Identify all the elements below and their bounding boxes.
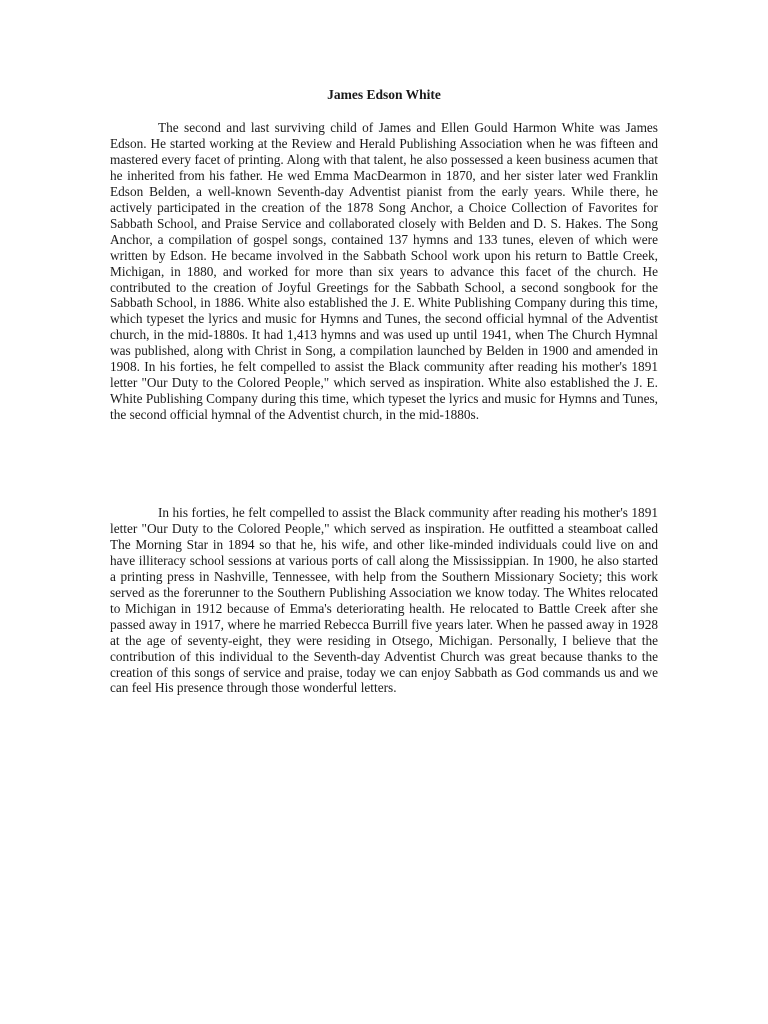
body-paragraph-2: In his forties, he felt compelled to assist the Black community after reading his mother's 1891 letter "Our Duty to the Colored People," which served as inspiration. He outfitted a steamboat called The Morning Star in 1894 so that he, his wife, and other like-minded individuals could live on and have illiteracy school sessions at various ports of call along the Mississippian. In 1900, he also started a printing press in Nashville, Tennessee, with help from the Southern Missionary Society; this work served as the forerunner to the Southern Publishing Association we know today. The Whites relocated to Michigan in 1912 because of Emma's deteriorating health. He relocated to Battle Creek after she passed away in 1917, where he married Rebecca Burrill five years later. When he passed away in 1928 at the age of seventy-eight, they were residing in Otsego, Michigan. Personally, I believe that the contribution of this individual to the Seventh-day Adventist Church was great because thanks to the creation of this songs of service and praise, today we can enjoy Sabbath as God commands us and we can feel His presence through those wonderful letters. [110, 505, 658, 696]
body-paragraph-1: The second and last surviving child of James and Ellen Gould Harmon White was James Edson. He started working at the Review and Herald Publishing Association when he was fifteen and mastered every facet of printing. Along with that talent, he also possessed a keen business acumen that he inherited from his father. He wed Emma MacDearmon in 1870, and her sister later wed Franklin Edson Belden, a well-known Seventh-day Adventist pianist from the early years. While there, he actively participated in the creation of the 1878 Song Anchor, a Choice Collection of Favorites for Sabbath School, and Praise Service and collaborated closely with Belden and D. S. Hakes. The Song Anchor, a compilation of gospel songs, contained 137 hymns and 133 tunes, eleven of which were written by Edson. He became involved in the Sabbath School work upon his return to Battle Creek, Michigan, in 1880, and worked for more than six years to advance this facet of the church. He contributed to the creation of Joyful Greetings for the Sabbath School, a second songbook for the Sabbath School, in 1886. White also established the J. E. White Publishing Company during this time, which typeset the lyrics and music for Hymns and Tunes, the second official hymnal of the Adventist church, in the mid-1880s. It had 1,413 hymns and was used up until 1941, when The Church Hymnal was published, along with Christ in Song, a compilation launched by Belden in 1900 and amended in 1908. In his forties, he felt compelled to assist the Black community after reading his mother's 1891 letter "Our Duty to the Colored People," which served as inspiration. White also established the J. E. White Publishing Company during this time, which typeset the lyrics and music for Hymns and Tunes, the second official hymnal of the Adventist church, in the mid-1880s. [110, 120, 658, 423]
document-title: James Edson White [327, 87, 441, 102]
